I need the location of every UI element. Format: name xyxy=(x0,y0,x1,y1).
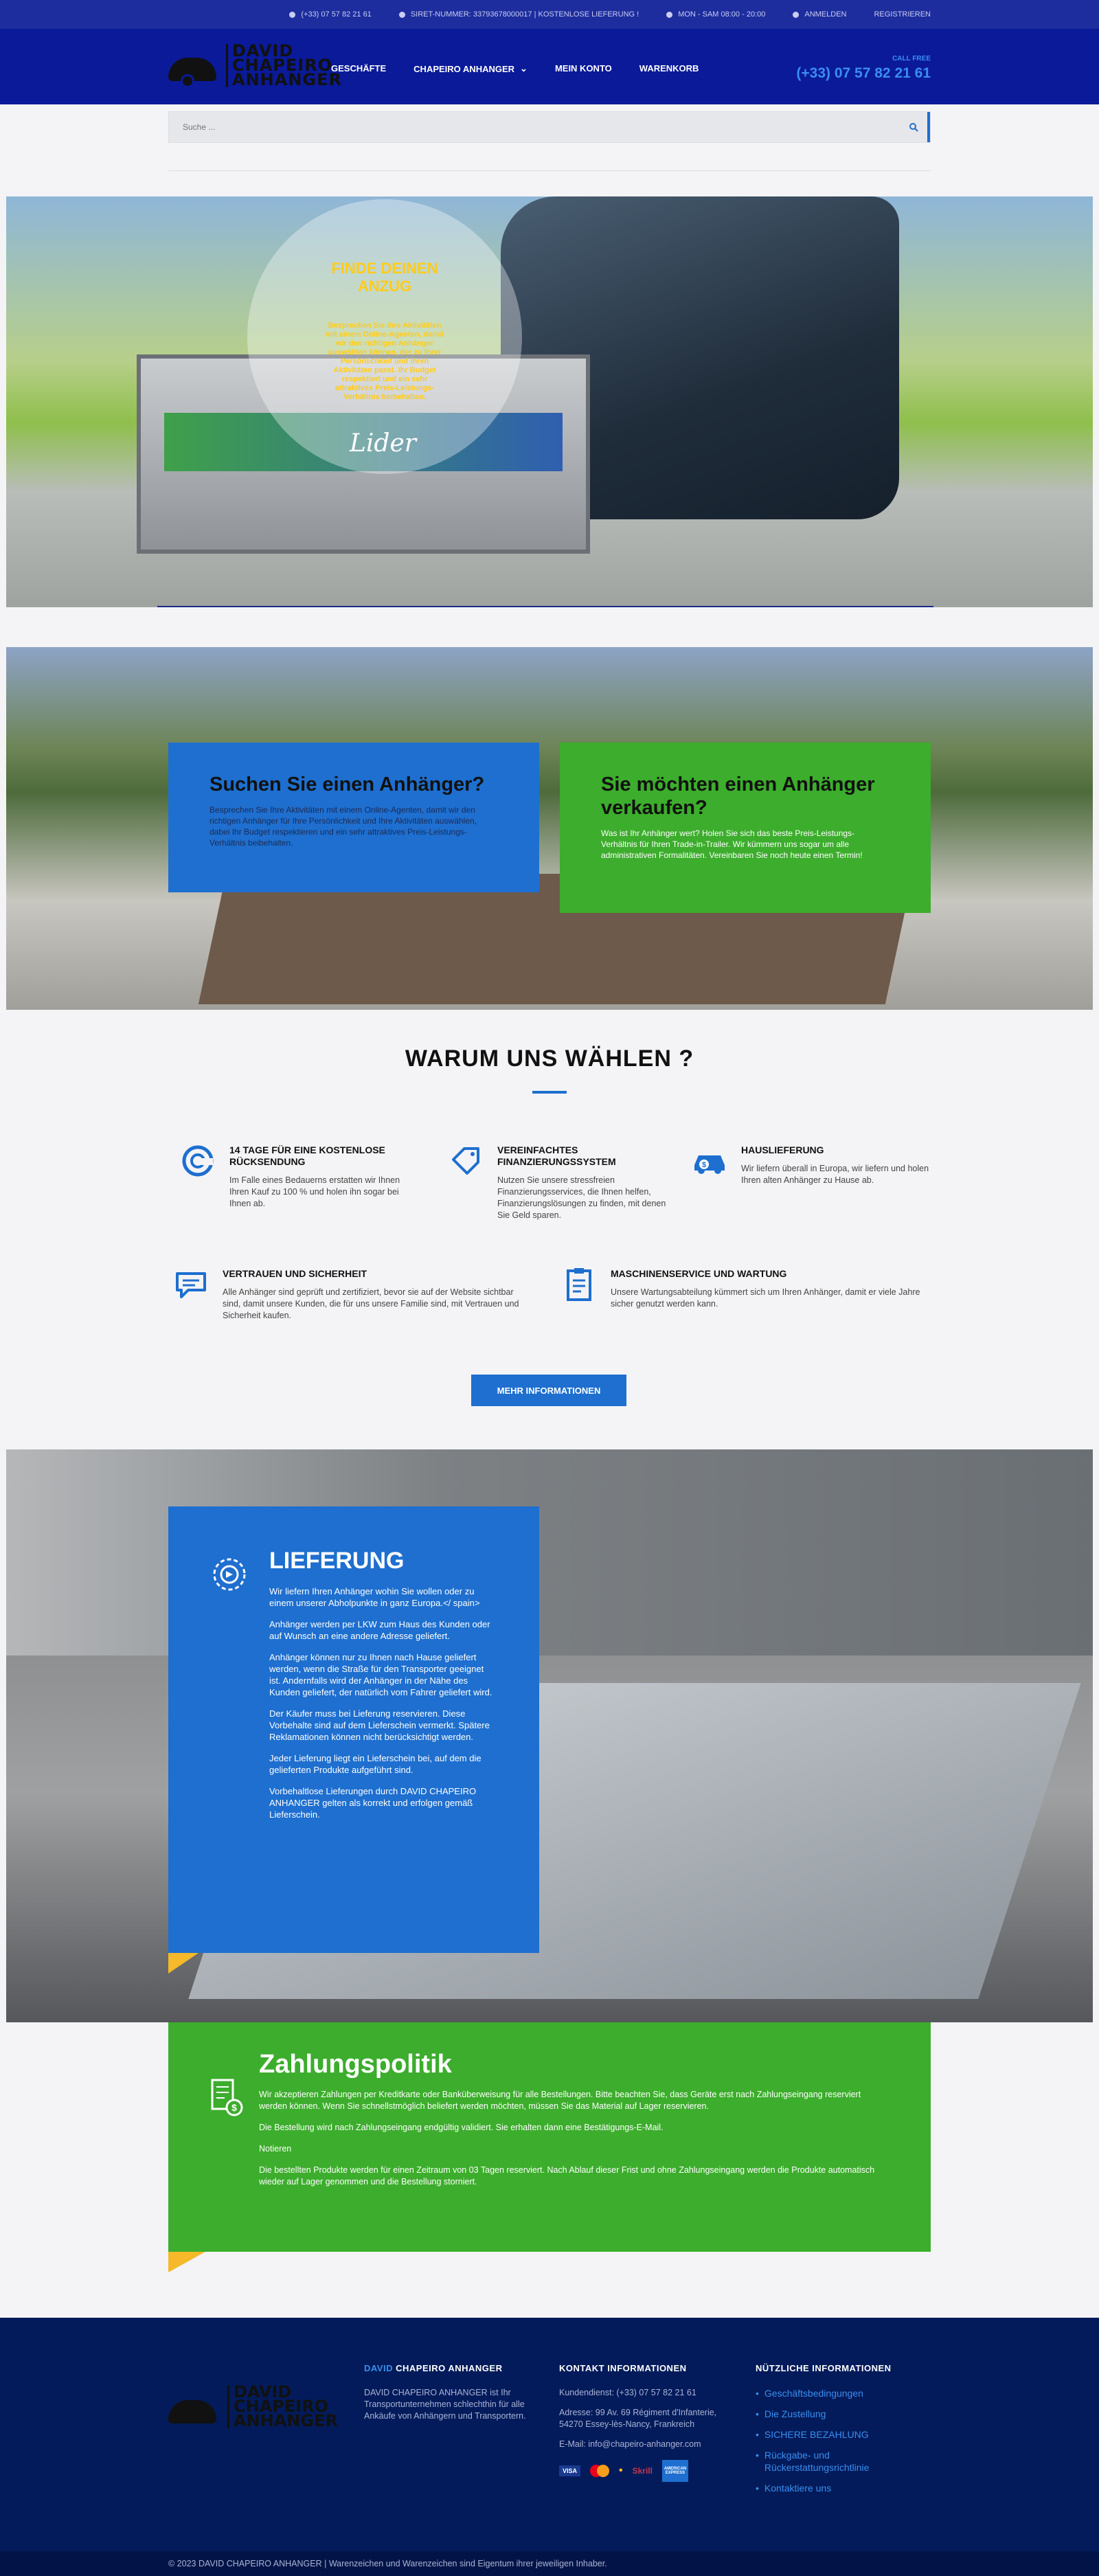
corner-fold xyxy=(168,1953,199,1974)
hero-circle-overlay xyxy=(247,199,522,474)
sell-trailer-title: Sie möchten einen Anhänger verkaufen? xyxy=(601,773,875,819)
footer-logo[interactable]: DAVID CHAPEIRO ANHANGER xyxy=(168,2373,319,2455)
register-link[interactable]: REGISTRIEREN xyxy=(874,10,931,19)
clipboard-icon xyxy=(560,1265,598,1304)
dot-card-icon: • xyxy=(619,2465,623,2476)
link-terms[interactable]: • Geschäftsbedingungen xyxy=(756,2387,934,2399)
delivery-box: LIEFERUNG Wir liefern Ihren Anhänger wohin Sie wollen oder zu einem unserer Abholpunkte in ganz Europa.</ spain> Anhänger werden per LKW zum Haus des Kunden oder auf Wunsch an eine andere Adresse geliefert. Anhänger können nur zu Ihnen nach Hause geliefert werden, wenn die Straße für den Transporter geeignet ist. Andernfalls wird der Anhänger in der Nähe des Kunden geliefert, der natürlich vom Fahrer geliefert wird. Der Käufer muss bei Lieferung reservieren. Diese Vorbehalte sind auf dem Lieferschein vermerkt. Spätere Reklamationen können nicht berücksichtigt werden. Jeder Lieferung liegt ein Lieferschein bei, auf dem die gelieferten Produkte aufgeführt sind. Vorbehaltlose Lieferungen durch DAVID CHAPEIRO ANHANGER gelten als korrekt und erfolgen gemäß Lieferschein. xyxy=(168,1506,539,1953)
amex-icon: AMERICAN EXPRESS xyxy=(662,2460,688,2482)
nav-cart[interactable]: WARENKORB xyxy=(639,63,699,74)
link-secure-payment[interactable]: • SICHERE BEZAHLUNG xyxy=(756,2428,934,2441)
nav-chapeiro-anhanger[interactable]: CHAPEIRO ANHANGER ⌄ xyxy=(413,63,528,74)
nav-my-account[interactable]: MEIN KONTO xyxy=(554,63,612,74)
footer-contact: KONTAKT INFORMATIONEN Kundendienst: (+33) 07 57 82 21 61 Adresse: 99 Av. 69 Régiment d'Infanterie, 54270 Essey-lès-Nancy, Frankreich E-Mail: info@chapeiro-anhanger.com VISA • Skrill AMERICAN EXPRESS xyxy=(559,2363,724,2482)
corner-fold xyxy=(168,2252,205,2272)
contact-address: Adresse: 99 Av. 69 Régiment d'Infanterie, 54270 Essey-lès-Nancy, Frankreich xyxy=(559,2408,717,2429)
globe-icon xyxy=(211,1556,248,1593)
footer-about: DAVID CHAPEIRO ANHANGER DAVID CHAPEIRO ANHANGER ist Ihr Transportunternehmen schlechthin für alle Ankäufe von Anhängern und Transportern. xyxy=(364,2363,536,2430)
find-trailer-title: Suchen Sie einen Anhänger? xyxy=(209,773,485,795)
promo-section xyxy=(6,647,1093,1010)
svg-text:$: $ xyxy=(231,2102,237,2113)
link-contact[interactable]: • Kontaktiere uns xyxy=(756,2482,934,2494)
hero-title: FINDE DEINEN ANZUG xyxy=(331,260,438,295)
user-icon xyxy=(793,12,799,18)
site-footer xyxy=(0,2318,1099,2576)
sell-trailer-box[interactable] xyxy=(560,743,931,913)
hero-bottom-bar xyxy=(157,606,933,607)
visa-icon: VISA xyxy=(559,2465,580,2476)
price-tag-icon xyxy=(446,1142,485,1180)
topbar-login[interactable] xyxy=(793,10,846,19)
title-underline xyxy=(532,1091,567,1094)
phone-icon xyxy=(289,12,295,18)
call-free-block[interactable] xyxy=(796,55,931,82)
invoice-icon xyxy=(209,2077,244,2119)
search-button[interactable] xyxy=(900,112,930,142)
feature-returns: 14 TAGE FÜR EINE KOSTENLOSE RÜCKSENDUNG Im Falle eines Bedauerns erstatten wir Ihnen Ihren Kauf zu 100 % und holen ihn sogar bei Ihnen ab. xyxy=(179,1142,412,1210)
payment-cards xyxy=(559,2460,724,2482)
find-trailer-text: Besprechen Sie Ihre Aktivitäten mit einem Online-Agenten, damit wir den richtigen Anhänger für Ihre Persönlichkeit und Ihre Aktivitäten auswählen, dabei Ihr Budget respektieren und ein sehr attraktives Preis-Leistungs-Verhältnis beibehalten. xyxy=(209,805,477,848)
trailer-decal: Lider xyxy=(164,413,563,471)
copyright-bar: © 2023 DAVID CHAPEIRO ANHANGER | Warenzeichen und Warenzeichen sind Eigentum ihrer jeweiligen Inhaber. xyxy=(0,2551,1099,2576)
footer-links: NÜTZLICHE INFORMATIONEN • Geschäftsbedingungen • Die Zustellung • SICHERE BEZAHLUNG • Rückgabe- und Rückerstattungsrichtlinie • Kontaktiere uns xyxy=(756,2363,934,2502)
main-header xyxy=(0,29,1099,104)
location-icon xyxy=(399,12,405,18)
search-input[interactable] xyxy=(169,112,900,142)
car-icon xyxy=(690,1142,729,1180)
mastercard-icon xyxy=(590,2465,609,2477)
hero-banner xyxy=(6,196,1093,607)
login-link[interactable]: ANMELDEN xyxy=(804,10,847,19)
why-title: WARUM UNS WÄHLEN ? xyxy=(405,1046,694,1072)
why-us-section xyxy=(0,1010,1099,1449)
feature-home-delivery: $ HAUSLIEFERUNG Wir liefern überall in Europa, wir liefern und holen Ihren alten Anhänger zu Hause ab. xyxy=(690,1142,931,1186)
call-number[interactable]: (+33) 07 57 82 21 61 xyxy=(796,65,931,81)
contact-email[interactable]: E-Mail: info@chapeiro-anhanger.com xyxy=(559,2439,701,2449)
search-bar xyxy=(168,111,931,143)
feature-maintenance: MASCHINENSERVICE UND WARTUNG Unsere Wartungsabteilung kümmert sich um Ihren Anhänger, damit er viele Jahre sicher genutzt werden kann. xyxy=(560,1265,931,1310)
divider xyxy=(168,170,931,171)
delivery-title: LIEFERUNG xyxy=(269,1548,405,1574)
main-nav xyxy=(331,63,699,74)
chevron-down-icon: ⌄ xyxy=(520,63,528,74)
link-delivery[interactable]: • Die Zustellung xyxy=(756,2408,934,2420)
site-logo[interactable]: DAVID CHAPEIRO ANHANGER xyxy=(168,43,319,91)
link-returns[interactable]: • Rückgabe- und Rückerstattungsrichtlinie xyxy=(756,2449,934,2474)
refresh-icon xyxy=(179,1142,217,1180)
search-icon xyxy=(909,122,918,132)
skrill-icon: Skrill xyxy=(632,2466,653,2476)
nav-shops[interactable]: GESCHÄFTE xyxy=(331,63,387,74)
chat-icon xyxy=(172,1265,210,1304)
call-free-label: CALL FREE xyxy=(892,55,931,63)
payment-title: Zahlungspolitik xyxy=(259,2050,452,2079)
feature-trust: VERTRAUEN UND SICHERHEIT Alle Anhänger sind geprüft und zertifiziert, bevor sie auf der Website sichtbar sind, damit unsere Kunden, die für uns unsere Familie sind, mit Vertrauen und Sicherheit kaufen. xyxy=(172,1265,529,1322)
topbar-siret: SIRET-NUMMER: 33793678000017 | KOSTENLOSE LIEFERUNG ! xyxy=(399,10,639,19)
svg-text:$: $ xyxy=(701,1161,707,1169)
sell-trailer-text: Was ist Ihr Anhänger wert? Holen Sie sich das beste Preis-Leistungs-Verhältnis für Ihren Trade-in-Trailer. Wir kümmern uns sogar um alle administrativen Formalitäten. Vereinbaren Sie noch heute einen Termin! xyxy=(601,828,863,860)
contact-phone[interactable]: Kundendienst: (+33) 07 57 82 21 61 xyxy=(559,2388,696,2397)
more-info-button[interactable]: MEHR INFORMATIONEN xyxy=(471,1375,626,1406)
feature-financing: VEREINFACHTES FINANZIERUNGSSYSTEM Nutzen Sie unsere stressfreien Finanzierungsservices, die Ihnen helfen, Finanzierungslösungen zu finden, mit denen Sie Geld sparen. xyxy=(446,1142,680,1221)
payment-policy-box: $ Zahlungspolitik Wir akzeptieren Zahlungen per Kreditkarte oder Banküberweisung für alle Bestellungen. Bitte beachten Sie, dass Geräte erst nach Zahlungseingang reserviert werden können. Wenn Sie schnellstmöglich beliefert werden möchten, müssen Sie das Material auf Lager reservieren. Die Bestellung wird nach Zahlungseingang endgültig validiert. Sie erhalten dann eine Bestätigungs-E-Mail. Notieren Die bestellten Produkte werden für einen Zeitraum von 03 Tagen reserviert. Nach Ablauf dieser Frist und ohne Zahlungseingang werden die Produkte automatisch wieder auf Lager genommen und die Bestellung storniert. xyxy=(168,2022,931,2252)
hero-text: Besprechen Sie Ihre Aktivitäten mit einem Online-Agenten, damit wir den richtigen Anhänger auswählen können, der zu Ihrer Persönlichkeit und Ihren Aktivitäten passt. Ihr Budget respektiert und ein sehr attraktives Preis-Leistungs-Verhältnis beibehalten. xyxy=(326,321,444,401)
topbar-phone[interactable]: (+33) 07 57 82 21 61 xyxy=(289,10,371,19)
trailer-logo-icon xyxy=(168,58,216,81)
topbar-hours: MON - SAM 08:00 - 20:00 xyxy=(666,10,765,19)
delivery-section xyxy=(6,1449,1093,2022)
clock-icon xyxy=(666,12,672,18)
trailer-logo-icon xyxy=(168,2400,216,2424)
footer-about-text: DAVID CHAPEIRO ANHANGER ist Ihr Transportunternehmen schlechthin für alle Ankäufe von Anhängern und Transportern. xyxy=(364,2388,526,2421)
find-trailer-box[interactable] xyxy=(168,743,539,892)
top-bar xyxy=(0,0,1099,29)
